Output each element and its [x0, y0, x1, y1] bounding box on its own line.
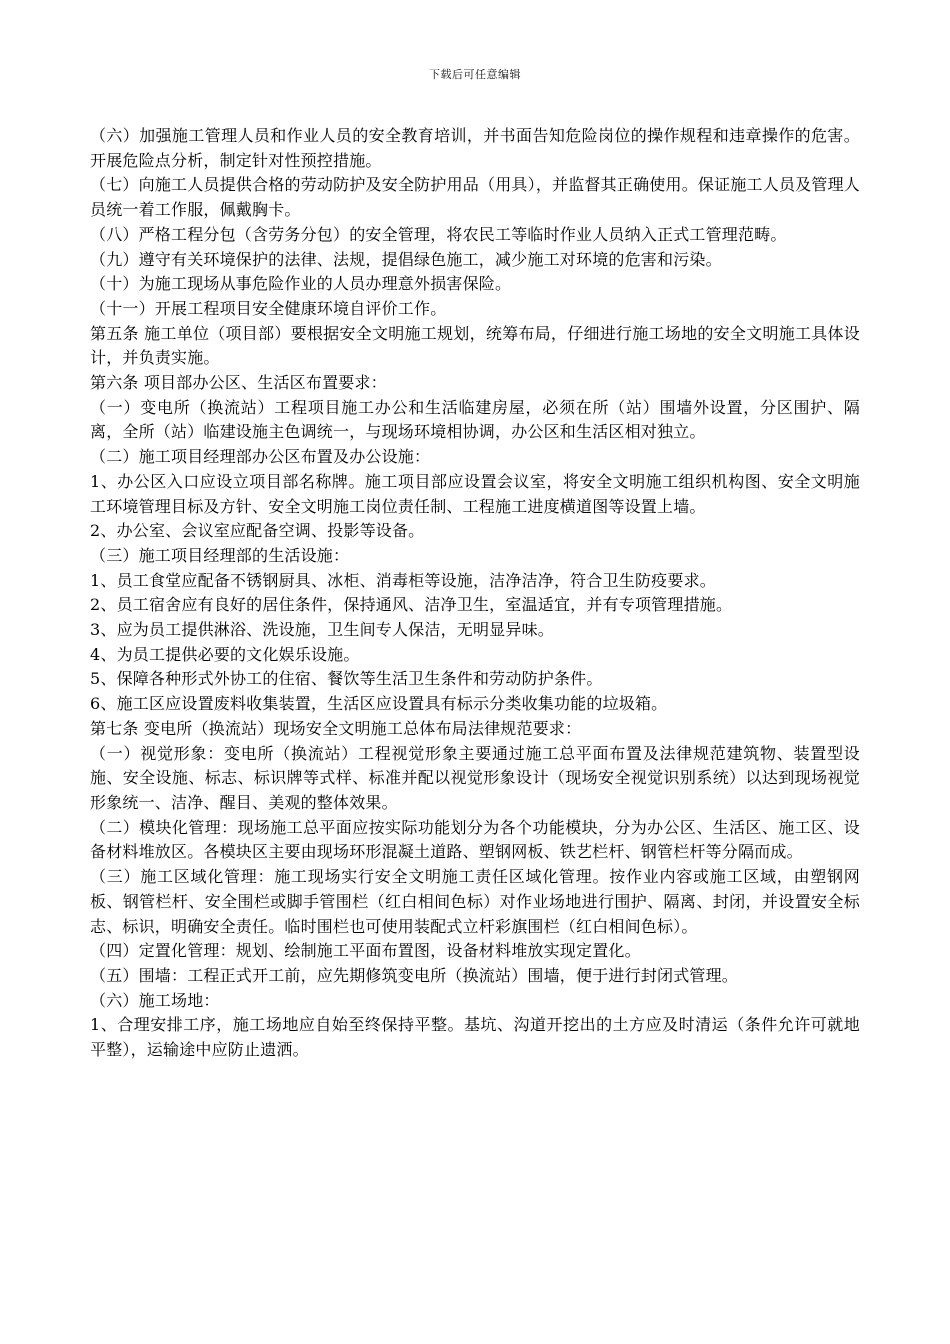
paragraph-item: （四）定置化管理：规划、绘制施工平面布置图，设备材料堆放实现定置化。 [90, 941, 641, 961]
paragraph-item: 1、办公区入口应设立项目部名称牌。施工项目部应设置会议室，将安全文明施工组织机构图、安全文明施工环境管理目标及方针、安全文明施工岗位责任制、工程施工进度横道图等设置上墙。 [90, 471, 860, 516]
paragraph-item: （三）施工区域化管理：施工现场实行安全文明施工责任区域化管理。按作业内容或施工区域，由塑钢网板、钢管栏杆、安全围栏或脚手管围栏（红白相间色标）对作业场地进行围护、隔离、封闭，并设置安全标志、标识，明确安全责任。临时围栏也可使用装配式立杆彩旗围栏（红白相间色标）。 [90, 867, 860, 936]
paragraph-item: 5、保障各种形式外协工的住宿、餐饮等生活卫生条件和劳动防护条件。 [90, 669, 603, 689]
paragraph-item: 6、施工区应设置废料收集装置，生活区应设置具有标示分类收集功能的垃圾箱。 [90, 694, 668, 714]
paragraph-item: （五）围墙：工程正式开工前，应先期修筑变电所（换流站）围墙，便于进行封闭式管理。 [90, 965, 739, 985]
paragraph-item: （二）施工项目经理部办公区布置及办公设施： [90, 447, 431, 467]
article-heading: 第五条 施工单位（项目部）要根据安全文明施工规划，统筹布局，仔细进行施工场地的安全文明施工具体设计，并负责实施。 [90, 323, 860, 368]
paragraph-item: 4、为员工提供必要的文化娱乐设施。 [90, 644, 360, 664]
page-header: 下载后可任意编辑 [429, 68, 521, 81]
paragraph-item: 1、合理安排工序，施工场地应自始至终保持平整。基坑、沟道开挖出的土方应及时清运（条件允许可就地平整），运输途中应防止遗洒。 [90, 1015, 860, 1060]
paragraph-item: （七）向施工人员提供合格的劳动防护及安全防护用品（用具），并监督其正确使用。保证施工人员及管理人员统一着工作服，佩戴胸卡。 [90, 175, 860, 220]
article-heading: 第七条 变电所（换流站）现场安全文明施工总体布局法律规范要求： [90, 718, 582, 738]
paragraph-item: （八）严格工程分包（含劳务分包）的安全管理，将农民工等临时作业人员纳入正式工管理范畴。 [90, 224, 787, 244]
paragraph-item: （六）施工场地： [90, 990, 220, 1010]
paragraph-item: （三）施工项目经理部的生活设施： [90, 545, 350, 565]
paragraph-item: 1、员工食堂应配备不锈钢厨具、冰柜、消毒柜等设施，洁净洁净，符合卫生防疫要求。 [90, 570, 716, 590]
paragraph-item: 3、应为员工提供淋浴、洗设施，卫生间专人保洁，无明显异味。 [90, 620, 554, 640]
paragraph-item: 2、员工宿舍应有良好的居住条件，保持通风、洁净卫生，室温适宜，并有专项管理措施。 [90, 595, 733, 615]
paragraph-item: 2、办公室、会议室应配备空调、投影等设备。 [90, 521, 425, 541]
paragraph-item: （十一）开展工程项目安全健康环境自评价工作。 [90, 298, 447, 318]
paragraph-item: （一）变电所（换流站）工程项目施工办公和生活临建房屋，必须在所（站）围墙外设置，分区围护、隔离，全所（站）临建设施主色调统一，与现场环境相协调，办公区和生活区相对独立。 [90, 397, 860, 442]
paragraph-item: （十）为施工现场从事危险作业的人员办理意外损害保险。 [90, 274, 512, 294]
article-heading: 第六条 项目部办公区、生活区布置要求： [90, 373, 387, 393]
paragraph-item: （九）遵守有关环境保护的法律、法规，提倡绿色施工，减少施工对环境的危害和污染。 [90, 249, 722, 269]
paragraph-item: （一）视觉形象：变电所（换流站）工程视觉形象主要通过施工总平面布置及法律规范建筑物、装置型设施、安全设施、标志、标识牌等式样、标准并配以视觉形象设计（现场安全视觉识别系统）以达到现场视觉形象统一、洁净、醒目、美观的整体效果。 [90, 743, 860, 812]
document-body [90, 124, 860, 1063]
paragraph-item: （二）模块化管理：现场施工总平面应按实际功能划分为各个功能模块，分为办公区、生活区、施工区、设备材料堆放区。各模块区主要由现场环形混凝土道路、塑钢网板、铁艺栏杆、钢管栏杆等分隔而成。 [90, 817, 860, 862]
paragraph-item: （六）加强施工管理人员和作业人员的安全教育培训，并书面告知危险岗位的操作规程和违章操作的危害。开展危险点分析，制定针对性预控措施。 [90, 126, 860, 170]
